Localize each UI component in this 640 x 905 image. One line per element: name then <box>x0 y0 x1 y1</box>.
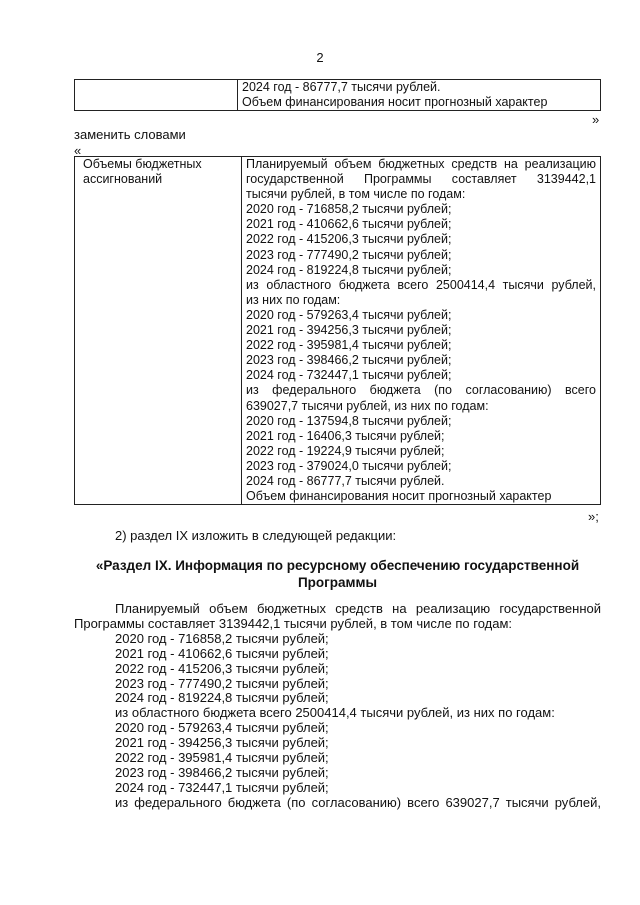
section-body <box>74 602 601 811</box>
paragraph-line: 2022 год - 415206,3 тысячи рублей; <box>115 660 329 676</box>
budget-table <box>74 156 601 505</box>
table-line: 2022 год - 395981,4 тысячи рублей; <box>246 338 452 353</box>
paragraph-line: из областного бюджета всего 2500414,4 тысячи рублей, из них по годам: <box>115 705 555 721</box>
table-line: государственной Программы составляет 3139442,1 <box>246 172 596 187</box>
paragraph-line: 2022 год - 395981,4 тысячи рублей; <box>115 750 329 766</box>
paragraph-line: 2021 год - 394256,3 тысячи рублей; <box>115 735 329 751</box>
table-line: 639027,7 тысячи рублей, из них по годам: <box>246 398 489 413</box>
table-line: 2021 год - 16406,3 тысячи рублей; <box>246 428 445 443</box>
paragraph-line: Планируемый объем бюджетных средств на реализацию государственной <box>115 601 601 616</box>
paragraph-line: 2024 год - 819224,8 тысячи рублей; <box>115 690 329 706</box>
table-line: Объем финансирования носит прогнозный характер <box>246 489 552 504</box>
table-line: 2022 год - 415206,3 тысячи рублей; <box>246 232 452 247</box>
table-line: 2022 год - 19224,9 тысячи рублей; <box>246 443 445 458</box>
paragraph-line: 2023 год - 777490,2 тысячи рублей; <box>115 675 329 691</box>
opening-quote: « <box>74 143 82 158</box>
paragraph-line: 2021 год - 410662,6 тысячи рублей; <box>115 645 329 661</box>
paragraph-line: из федерального бюджета (по согласованию) всего 639027,7 тысячи рублей, <box>115 794 601 810</box>
table-line: Объем финансирования носит прогнозный характер <box>242 95 548 110</box>
table-row <box>75 157 601 505</box>
paragraph-line: 2024 год - 732447,1 тысячи рублей; <box>115 779 329 795</box>
table-line: из них по годам: <box>246 292 341 307</box>
paragraph-line: 2020 год - 579263,4 тысячи рублей; <box>115 720 329 736</box>
table-line: из федерального бюджета (по согласованию) всего <box>246 383 596 398</box>
table-cell-label: Объемы бюджетных ассигнований <box>75 157 242 505</box>
table-cell-label <box>75 80 238 111</box>
table-line: 2023 год - 379024,0 тысячи рублей; <box>246 458 452 473</box>
page-number: 2 <box>316 50 324 65</box>
table-line: 2024 год - 819224,8 тысячи рублей; <box>246 262 452 277</box>
paragraph-line: Программы составляет 3139442,1 тысячи рублей, в том числе по годам: <box>74 615 513 631</box>
table-cell-content <box>238 80 601 111</box>
table-line: 2020 год - 716858,2 тысячи рублей; <box>246 202 452 217</box>
amendment-item: 2) раздел IX изложить в следующей редакции: <box>115 528 397 543</box>
table-line: 2024 год - 732447,1 тысячи рублей; <box>246 368 452 383</box>
paragraph-line: 2020 год - 716858,2 тысячи рублей; <box>115 630 329 646</box>
table-line: 2023 год - 777490,2 тысячи рублей; <box>246 247 452 262</box>
table-line: тысячи рублей, в том числе по годам: <box>246 187 466 202</box>
table-line: Планируемый объем бюджетных средств на реализацию <box>246 157 596 171</box>
table-cell-content <box>242 157 601 505</box>
table-line: 2024 год - 86777,7 тысячи рублей. <box>242 80 441 94</box>
table-continued <box>74 79 601 111</box>
table-line: 2021 год - 410662,6 тысячи рублей; <box>246 217 452 232</box>
table-row <box>75 80 601 111</box>
section-heading: «Раздел IX. Информация по ресурсному обеспечению государственной Программы <box>95 558 580 590</box>
table-line: 2021 год - 394256,3 тысячи рублей; <box>246 323 452 338</box>
replace-phrase: заменить словами <box>74 127 186 142</box>
table-line: 2023 год - 398466,2 тысячи рублей; <box>246 353 452 368</box>
closing-quote: »; <box>588 509 599 524</box>
paragraph-line: 2023 год - 398466,2 тысячи рублей; <box>115 764 329 780</box>
table-line: 2020 год - 579263,4 тысячи рублей; <box>246 307 452 322</box>
table-line: 2020 год - 137594,8 тысячи рублей; <box>246 413 452 428</box>
table-line: 2024 год - 86777,7 тысячи рублей. <box>246 473 445 488</box>
closing-quote: » <box>592 112 600 127</box>
table-line: из областного бюджета всего 2500414,4 тысячи рублей, <box>246 277 596 292</box>
